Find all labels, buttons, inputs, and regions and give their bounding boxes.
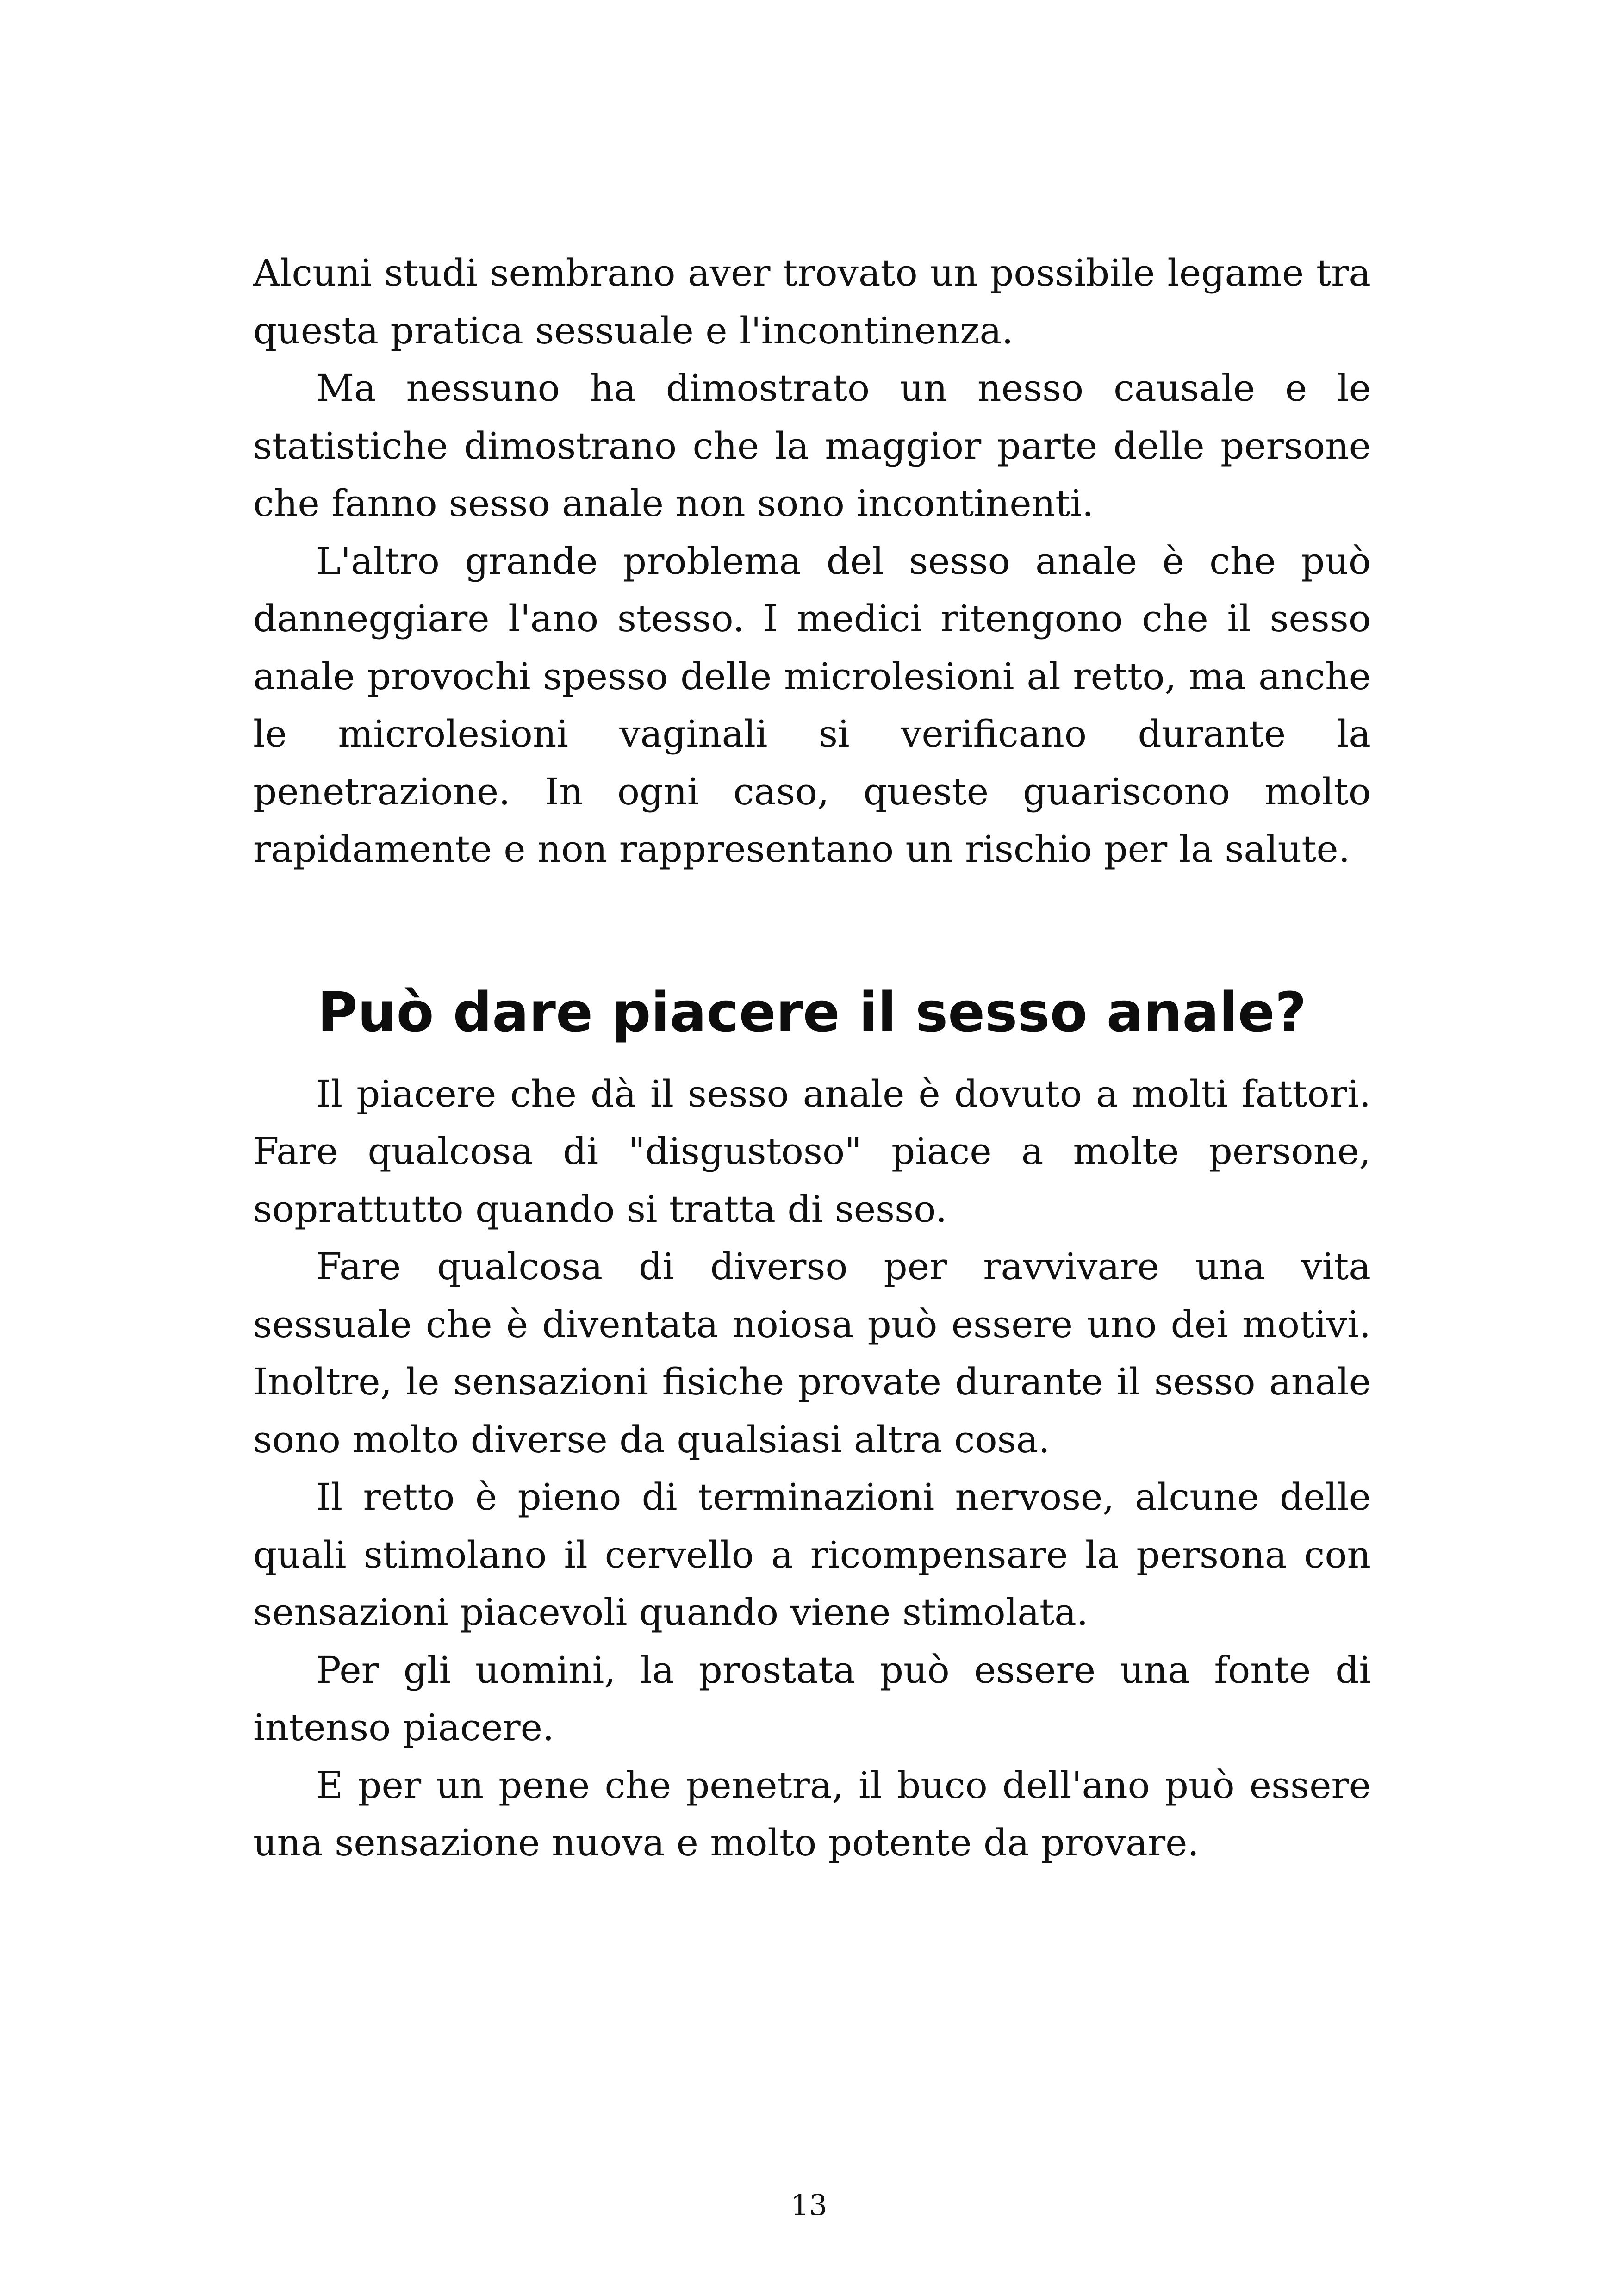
section-heading: Può dare piacere il sesso anale? bbox=[317, 980, 1307, 1044]
body-paragraph: L'altro grande problema del sesso anale è che può danneggiare l'ano stesso. I medici ritengono che il sesso anale provochi spesso delle microlesioni al retto, ma anche le microlesioni vaginali si verificano durante la penetrazione. In ogni caso, queste guariscono molto rapidamente e non rappresentano un rischio per la salute. bbox=[253, 539, 1371, 871]
page-body bbox=[253, 244, 1371, 1872]
body-paragraph: Ma nessuno ha dimostrato un nesso causale e le statistiche dimostrano che la maggior parte delle persone che fanno sesso anale non sono incontinenti. bbox=[253, 367, 1371, 525]
page-number: 13 bbox=[790, 2188, 828, 2222]
section-spacer bbox=[253, 878, 1371, 977]
body-paragraph: E per un pene che penetra, il buco dell'ano può essere una sensazione nuova e molto potente da provare. bbox=[253, 1763, 1371, 1864]
heading-spacer bbox=[253, 1047, 1371, 1065]
body-paragraph: Per gli uomini, la prostata può essere una fonte di intenso piacere. bbox=[253, 1648, 1371, 1749]
body-paragraph: Il piacere che dà il sesso anale è dovuto a molti fattori. Fare qualcosa di "disgustoso" piace a molte persone, soprattutto quando si tratta di sesso. bbox=[253, 1072, 1371, 1231]
body-paragraph: Il retto è pieno di terminazioni nervose, alcune delle quali stimolano il cervello a ricompensare la persona con sensazioni piacevoli quando viene stimolata. bbox=[253, 1475, 1371, 1634]
body-paragraph: Fare qualcosa di diverso per ravvivare una vita sessuale che è diventata noiosa può essere uno dei motivi. Inoltre, le sensazioni fisiche provate durante il sesso anale sono molto diverse da qualsiasi altra cosa. bbox=[253, 1245, 1371, 1461]
body-paragraph: Alcuni studi sembrano aver trovato un possibile legame tra questa pratica sessuale e l'incontinenza. bbox=[253, 251, 1371, 352]
